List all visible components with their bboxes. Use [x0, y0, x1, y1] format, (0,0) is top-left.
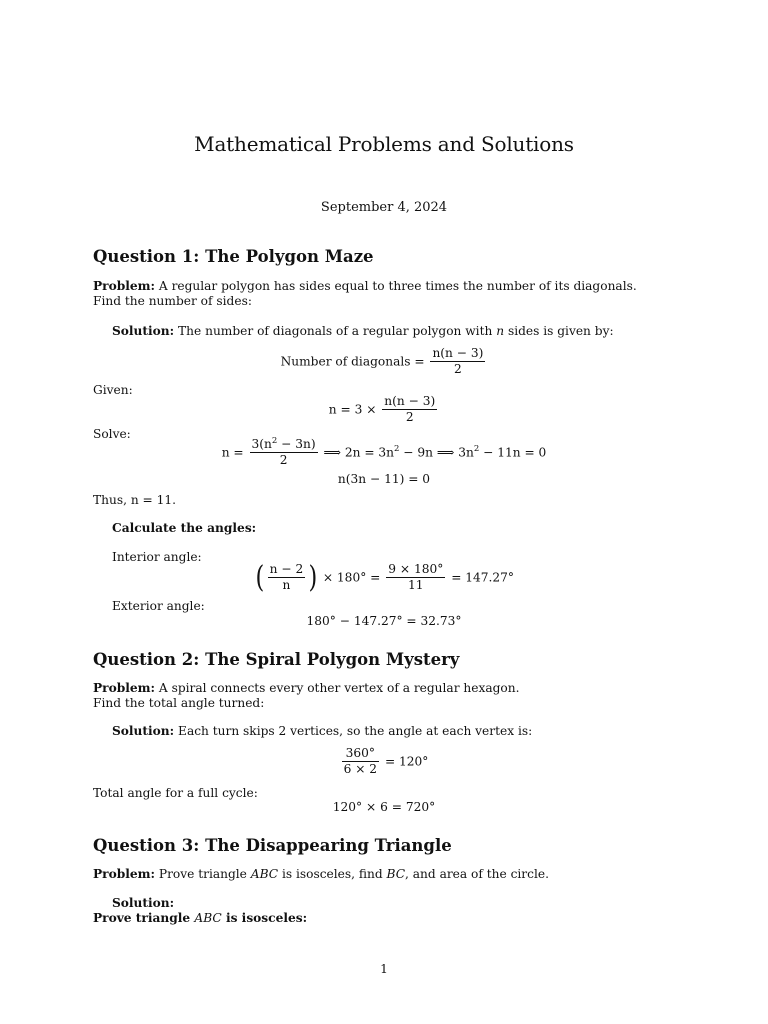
eq2-numerator: n(n − 3) [382, 394, 437, 410]
q1-problem-line2: Find the number of sides: [93, 294, 252, 308]
document-title: Mathematical Problems and Solutions [194, 132, 574, 156]
eq3-mid-a: ⟹ 2n = 3n [323, 445, 395, 460]
q2-problem-line1 [93, 680, 519, 696]
eq3-lhs: n = [221, 445, 244, 460]
interior-mid: × 180° = [322, 570, 381, 585]
q2-solution-label: Solution: [112, 724, 175, 738]
interior-paren-numerator: n − 2 [268, 562, 306, 578]
q1-interior-label: Interior angle: [112, 550, 202, 564]
q3-problem-text-a: Prove triangle [158, 867, 247, 881]
q1-angles-heading [112, 520, 256, 536]
q1-angles-heading-text: Calculate the angles: [112, 521, 257, 535]
q1-solution-text-a: The number of diagonals of a regular polygon with [178, 324, 493, 338]
q2-heading: Question 2: The Spiral Polygon Mystery [93, 650, 460, 669]
interior-paren-denominator: n [282, 578, 291, 593]
q1-problem-text: A regular polygon has sides equal to three times the number of its diagonals. [158, 279, 637, 293]
q1-problem-label: Problem: [93, 279, 156, 293]
eq1-numerator: n(n − 3) [430, 346, 485, 362]
eq3-end-sup: 2 [473, 444, 480, 455]
q3-problem-abc: ABC [250, 867, 279, 881]
eq3-mid-sup: 2 [394, 444, 400, 455]
eq1-lhs: Number of diagonals = [280, 354, 425, 369]
q3-prove-abc: ABC [194, 911, 222, 925]
q3-heading: Question 3: The Disappearing Triangle [93, 836, 452, 855]
eq3-numerator [250, 437, 318, 453]
q3-prove-heading [93, 910, 307, 926]
q3-prove-a: Prove triangle [93, 911, 191, 925]
q1-equation-given [0, 394, 768, 426]
eq3-num-b: − 3n) [277, 437, 316, 451]
eq2-denominator: 2 [405, 410, 414, 425]
q3-problem-line [93, 866, 549, 882]
interior-fraction [386, 562, 445, 594]
eq3-num-a: 3(n [251, 437, 272, 451]
q1-given-label: Given: [93, 383, 133, 397]
q1-solution-text-b: sides is given by: [507, 324, 614, 338]
q2-problem-line2: Find the total angle turned: [93, 696, 265, 710]
q1-exterior-label: Exterior angle: [112, 599, 205, 613]
q3-problem-text-b: is isosceles, find [281, 867, 383, 881]
q2-equation-total: 120° × 6 = 720° [332, 800, 436, 814]
eq3-num-sup: 2 [271, 435, 278, 446]
q2-result: = 120° [384, 754, 429, 769]
q1-equation-interior [0, 559, 768, 595]
q1-solution-label: Solution: [112, 324, 175, 338]
q2-solution-intro [112, 723, 532, 739]
q1-thus: Thus, n = 11. [93, 493, 177, 507]
q1-equation-factored: n(3n − 11) = 0 [337, 472, 431, 486]
interior-paren-fraction [268, 562, 306, 594]
q2-denominator: 6 × 2 [343, 762, 378, 777]
interior-result: = 147.27° [451, 570, 515, 585]
q1-solution-intro [112, 323, 614, 339]
q2-solution-text: Each turn skips 2 vertices, so the angle at each vertex is: [178, 724, 533, 738]
q2-problem-text: A spiral connects every other vertex of a regular hexagon. [158, 681, 520, 695]
q3-problem-bc: BC [386, 867, 406, 881]
interior-numerator: 9 × 180° [386, 562, 445, 578]
q1-equation-solve [0, 437, 768, 469]
eq2-lhs: n = 3 × [328, 402, 377, 417]
eq3-mid-b: − 9n ⟹ 3n [399, 445, 474, 460]
q1-equation-diagonals [0, 346, 768, 378]
left-paren: ( [255, 559, 265, 595]
eq3-end: − 11n = 0 [479, 445, 547, 460]
q2-fraction [342, 746, 379, 778]
right-paren: ) [308, 559, 318, 595]
interior-denominator: 11 [408, 578, 424, 593]
eq1-fraction [430, 346, 485, 378]
q1-solve-label: Solve: [93, 427, 131, 441]
q3-problem-label: Problem: [93, 867, 156, 881]
q3-solution-label [112, 895, 174, 911]
eq3-fraction [250, 437, 318, 469]
q1-problem-line1 [93, 278, 637, 294]
q2-total-label: Total angle for a full cycle: [93, 786, 258, 800]
eq3-denominator: 2 [279, 453, 288, 468]
q3-solution-label-text: Solution: [112, 896, 175, 910]
q1-equation-exterior: 180° − 147.27° = 32.73° [306, 614, 462, 628]
q2-equation-angle [0, 746, 768, 778]
q2-problem-label: Problem: [93, 681, 156, 695]
eq1-denominator: 2 [454, 362, 462, 377]
q3-prove-b: is isosceles: [225, 911, 308, 925]
q3-problem-text-c: , and area of the circle. [405, 867, 549, 881]
page-number: 1 [380, 962, 388, 976]
eq2-fraction [382, 394, 437, 426]
document-date: September 4, 2024 [320, 200, 448, 215]
q1-solution-var: n [496, 324, 505, 338]
q1-heading: Question 1: The Polygon Maze [93, 247, 374, 266]
q2-numerator: 360° [342, 746, 379, 762]
